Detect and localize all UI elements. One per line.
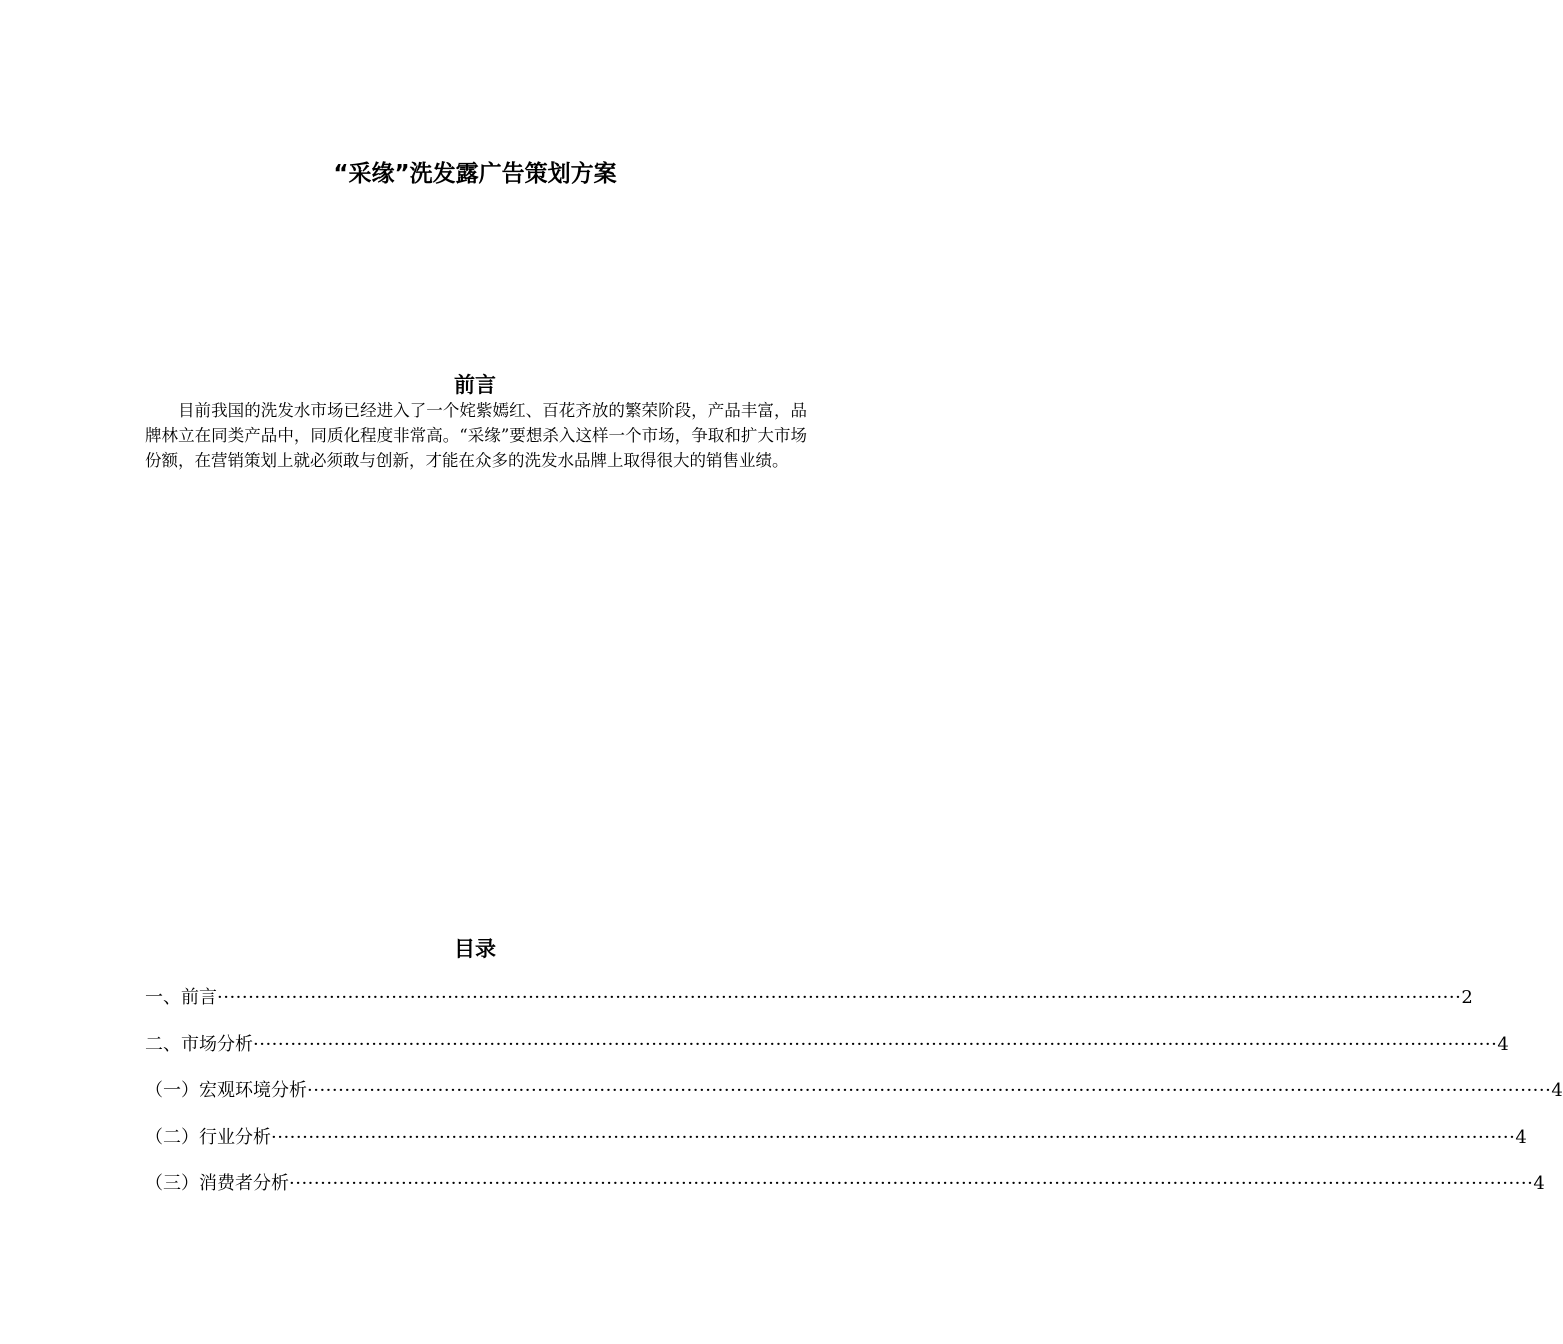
toc-item-label: 二、市场分析 — [145, 1033, 253, 1055]
toc-page-number: 4 — [1533, 1173, 1545, 1194]
toc-item-label: （三）消费者分析 — [145, 1173, 289, 1194]
toc-page-number: 4 — [1497, 1033, 1509, 1055]
toc-dot-leader: ········································································································································································································ — [217, 987, 1462, 1008]
toc-page-number: 2 — [1461, 987, 1473, 1008]
preface-heading: 前言 — [454, 373, 496, 397]
toc-page-number: 4 — [1515, 1126, 1527, 1148]
toc-page-number: 4 — [1551, 1080, 1563, 1101]
toc-item-preface[interactable] — [145, 983, 1473, 1030]
toc-item-label: （一）宏观环境分析 — [145, 1080, 307, 1101]
toc-item-macro-environment[interactable] — [145, 1076, 1563, 1123]
toc-item-industry-analysis[interactable] — [145, 1123, 1527, 1170]
toc-item-market-analysis[interactable] — [145, 1030, 1509, 1077]
toc-heading: 目录 — [454, 937, 496, 961]
toc-item-consumer-analysis[interactable] — [145, 1169, 1545, 1216]
toc-dot-leader: ········································································································································································································ — [289, 1173, 1534, 1194]
preface-paragraph: 目前我国的洗发水市场已经进入了一个姹紫嫣红、百花齐放的繁荣阶段，产品丰富，品牌林立在同类产品中，同质化程度非常高。“采缘”要想杀入这样一个市场，争取和扩大市场份额，在营销策划上就必须敢与创新，才能在众多的洗发水品牌上取得很大的销售业绩。 — [145, 401, 807, 470]
toc-item-label: （二）行业分析 — [145, 1126, 271, 1148]
toc-dot-leader: ········································································································································································································ — [307, 1080, 1552, 1101]
table-of-contents — [145, 983, 1563, 1216]
toc-item-label: 一、前言 — [145, 987, 217, 1008]
toc-dot-leader: ········································································································································································································ — [271, 1126, 1516, 1148]
document-title: “采缘”洗发露广告策划方案 — [333, 161, 617, 187]
toc-dot-leader: ········································································································································································································ — [253, 1033, 1498, 1055]
